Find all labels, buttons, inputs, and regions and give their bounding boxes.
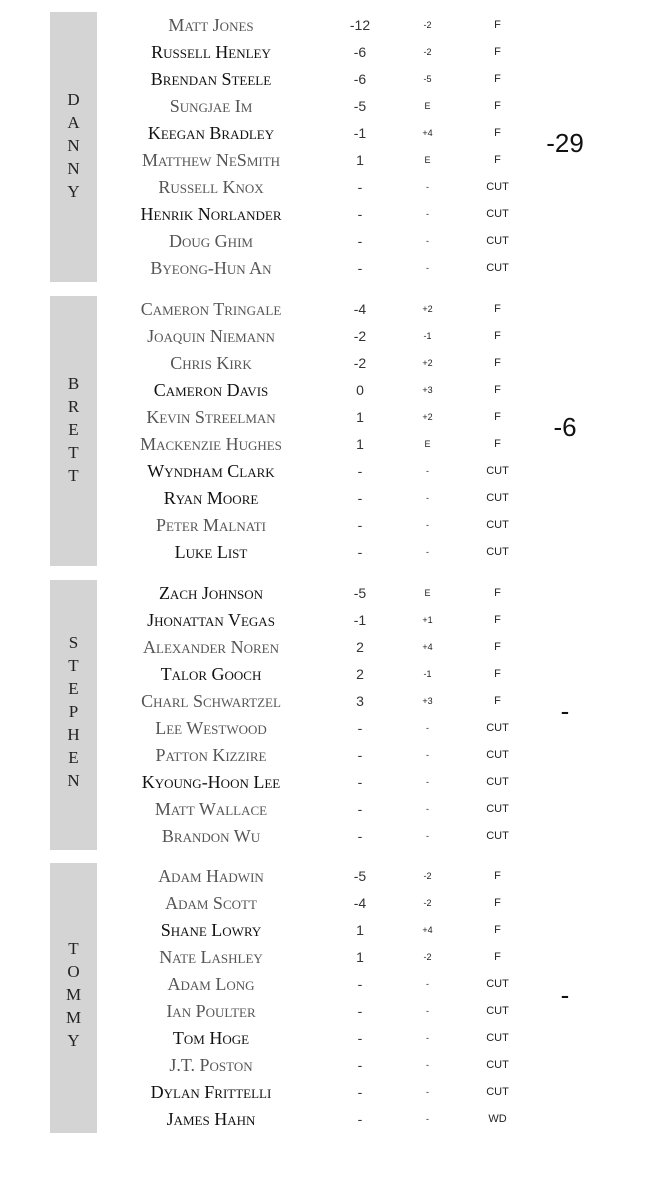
player-status: F bbox=[494, 641, 501, 653]
player-row bbox=[0, 323, 645, 350]
player-name: Matthew NeSmith bbox=[141, 150, 281, 170]
player-status: F bbox=[494, 303, 501, 315]
player-row bbox=[0, 377, 645, 404]
player-status: F bbox=[494, 438, 501, 450]
player-name: Russell Knox bbox=[158, 177, 264, 197]
team-name-letter: E bbox=[68, 679, 79, 698]
player-score: 0 bbox=[356, 382, 364, 398]
player-row bbox=[0, 296, 645, 323]
player-score: -12 bbox=[349, 17, 371, 33]
team-name-letter: Y bbox=[67, 182, 80, 201]
player-today: - bbox=[426, 1033, 429, 1043]
player-row bbox=[0, 971, 645, 998]
player-today: +1 bbox=[422, 615, 433, 625]
team-section-stephen bbox=[0, 580, 645, 850]
player-name: Ryan Moore bbox=[163, 488, 259, 508]
player-name: Doug Ghim bbox=[169, 231, 253, 251]
player-name: Adam Scott bbox=[165, 893, 257, 913]
player-status: CUT bbox=[486, 776, 509, 788]
player-name: Cameron Davis bbox=[153, 380, 269, 400]
player-row bbox=[0, 539, 645, 566]
player-score: 2 bbox=[356, 666, 364, 682]
player-status: F bbox=[494, 100, 501, 112]
player-score: - bbox=[357, 490, 363, 506]
player-row bbox=[0, 201, 645, 228]
team-name-letter: A bbox=[67, 113, 80, 132]
player-row bbox=[0, 823, 645, 850]
player-name: Brandon Wu bbox=[161, 826, 261, 846]
player-status: F bbox=[494, 897, 501, 909]
player-today: +4 bbox=[422, 925, 433, 935]
player-score: -2 bbox=[353, 355, 367, 371]
player-name: Jhonattan Vegas bbox=[147, 610, 275, 630]
player-today: +2 bbox=[422, 412, 433, 422]
team-name-letter: T bbox=[68, 466, 79, 485]
team-name-letter: E bbox=[68, 420, 79, 439]
player-today: +3 bbox=[422, 385, 433, 395]
player-status: CUT bbox=[486, 749, 509, 761]
player-score: - bbox=[357, 976, 363, 992]
player-today: - bbox=[426, 466, 429, 476]
player-score: - bbox=[357, 517, 363, 533]
player-status: F bbox=[494, 924, 501, 936]
player-score: - bbox=[357, 233, 363, 249]
player-score: 1 bbox=[356, 409, 364, 425]
player-name: Alexander Noren bbox=[143, 637, 279, 657]
player-status: F bbox=[494, 330, 501, 342]
player-row bbox=[0, 998, 645, 1025]
player-name: Matt Jones bbox=[168, 15, 254, 35]
player-name: Tom Hoge bbox=[172, 1028, 250, 1048]
player-today: -1 bbox=[423, 331, 432, 341]
player-today: +2 bbox=[422, 358, 433, 368]
player-today: -2 bbox=[423, 47, 432, 57]
player-today: - bbox=[426, 209, 429, 219]
player-score: - bbox=[357, 1111, 363, 1127]
player-row bbox=[0, 174, 645, 201]
player-name: Kyoung-Hoon Lee bbox=[141, 772, 281, 792]
player-status: CUT bbox=[486, 235, 509, 247]
player-today: +4 bbox=[422, 642, 433, 652]
player-status: F bbox=[494, 154, 501, 166]
player-score: 1 bbox=[356, 949, 364, 965]
player-status: WD bbox=[488, 1113, 507, 1125]
player-row bbox=[0, 917, 645, 944]
player-name: Henrik Norlander bbox=[140, 204, 282, 224]
player-status: CUT bbox=[486, 465, 509, 477]
player-score: - bbox=[357, 774, 363, 790]
player-today: - bbox=[426, 1006, 429, 1016]
player-score: -5 bbox=[353, 585, 367, 601]
player-today: - bbox=[426, 493, 429, 503]
player-score: 2 bbox=[356, 639, 364, 655]
player-status: F bbox=[494, 384, 501, 396]
player-today: +4 bbox=[422, 128, 433, 138]
player-name: Peter Malnati bbox=[156, 515, 266, 535]
player-status: F bbox=[494, 668, 501, 680]
player-name: Dylan Frittelli bbox=[150, 1082, 272, 1102]
player-status: CUT bbox=[486, 492, 509, 504]
player-row bbox=[0, 512, 645, 539]
team-name-letter: S bbox=[68, 633, 79, 652]
player-today: -2 bbox=[423, 952, 432, 962]
player-status: CUT bbox=[486, 519, 509, 531]
player-row bbox=[0, 147, 645, 174]
player-today: E bbox=[424, 101, 431, 111]
player-score: - bbox=[357, 801, 363, 817]
player-score: - bbox=[357, 720, 363, 736]
player-status: CUT bbox=[486, 1032, 509, 1044]
player-status: CUT bbox=[486, 830, 509, 842]
player-row bbox=[0, 769, 645, 796]
player-row bbox=[0, 1025, 645, 1052]
player-score: -2 bbox=[353, 328, 367, 344]
player-today: +3 bbox=[422, 696, 433, 706]
player-status: F bbox=[494, 951, 501, 963]
team-name-letter: P bbox=[68, 702, 79, 721]
player-row bbox=[0, 39, 645, 66]
player-row bbox=[0, 715, 645, 742]
player-row bbox=[0, 350, 645, 377]
player-name: Nate Lashley bbox=[159, 947, 263, 967]
player-row bbox=[0, 944, 645, 971]
player-today: - bbox=[426, 263, 429, 273]
player-status: F bbox=[494, 357, 501, 369]
player-score: - bbox=[357, 544, 363, 560]
player-row bbox=[0, 661, 645, 688]
player-today: E bbox=[424, 439, 431, 449]
player-name: Brendan Steele bbox=[150, 69, 272, 89]
player-row bbox=[0, 66, 645, 93]
team-name-letter: T bbox=[68, 656, 79, 675]
player-status: CUT bbox=[486, 546, 509, 558]
player-row bbox=[0, 458, 645, 485]
player-row bbox=[0, 742, 645, 769]
player-status: F bbox=[494, 73, 501, 85]
player-today: -5 bbox=[423, 74, 432, 84]
player-score: - bbox=[357, 179, 363, 195]
player-score: - bbox=[357, 747, 363, 763]
player-score: -6 bbox=[353, 71, 367, 87]
player-today: +2 bbox=[422, 304, 433, 314]
player-name: Joaquin Niemann bbox=[147, 326, 275, 346]
player-row bbox=[0, 796, 645, 823]
player-row bbox=[0, 580, 645, 607]
player-name: Russell Henley bbox=[151, 42, 271, 62]
player-score: 1 bbox=[356, 152, 364, 168]
player-score: -1 bbox=[353, 612, 367, 628]
player-row bbox=[0, 228, 645, 255]
player-today: E bbox=[424, 155, 431, 165]
player-row bbox=[0, 688, 645, 715]
team-section-tommy bbox=[0, 863, 645, 1133]
player-name: Mackenzie Hughes bbox=[140, 434, 282, 454]
player-status: F bbox=[494, 46, 501, 58]
player-status: CUT bbox=[486, 181, 509, 193]
player-name: Talor Gooch bbox=[160, 664, 262, 684]
player-name: Patton Kizzire bbox=[155, 745, 267, 765]
team-total: -6 bbox=[553, 412, 577, 442]
team-name-letter: N bbox=[67, 159, 80, 178]
player-status: CUT bbox=[486, 978, 509, 990]
player-status: CUT bbox=[486, 722, 509, 734]
player-status: CUT bbox=[486, 1086, 509, 1098]
team-section-danny bbox=[0, 12, 645, 282]
player-status: CUT bbox=[486, 262, 509, 274]
player-score: - bbox=[357, 1084, 363, 1100]
player-today: - bbox=[426, 777, 429, 787]
player-status: F bbox=[494, 587, 501, 599]
player-today: - bbox=[426, 547, 429, 557]
team-name-letter: T bbox=[68, 939, 79, 958]
player-row bbox=[0, 255, 645, 282]
player-row bbox=[0, 1079, 645, 1106]
player-score: - bbox=[357, 1030, 363, 1046]
player-score: - bbox=[357, 828, 363, 844]
team-total: - bbox=[560, 696, 570, 726]
player-name: Chris Kirk bbox=[170, 353, 252, 373]
player-name: Zach Johnson bbox=[158, 583, 264, 603]
team-name-letter: N bbox=[67, 771, 80, 790]
player-score: -6 bbox=[353, 44, 367, 60]
player-row bbox=[0, 634, 645, 661]
player-name: Charl Schwartzel bbox=[141, 691, 281, 711]
player-today: -1 bbox=[423, 669, 432, 679]
player-status: CUT bbox=[486, 803, 509, 815]
player-today: - bbox=[426, 750, 429, 760]
player-today: - bbox=[426, 1087, 429, 1097]
player-score: - bbox=[357, 206, 363, 222]
player-score: - bbox=[357, 1057, 363, 1073]
player-row bbox=[0, 120, 645, 147]
player-status: F bbox=[494, 411, 501, 423]
player-name: Luke List bbox=[174, 542, 248, 562]
team-total: -29 bbox=[546, 128, 584, 158]
player-score: -4 bbox=[353, 895, 367, 911]
player-today: - bbox=[426, 236, 429, 246]
team-name-letter: O bbox=[67, 962, 80, 981]
player-today: - bbox=[426, 1060, 429, 1070]
team-name-letter: Y bbox=[67, 1031, 80, 1050]
player-score: -5 bbox=[353, 868, 367, 884]
player-status: F bbox=[494, 695, 501, 707]
team-name-letter: R bbox=[67, 397, 80, 416]
player-today: -2 bbox=[423, 20, 432, 30]
player-today: - bbox=[426, 723, 429, 733]
player-score: 1 bbox=[356, 922, 364, 938]
team-name-letter: M bbox=[65, 1008, 82, 1027]
player-today: - bbox=[426, 979, 429, 989]
player-today: - bbox=[426, 804, 429, 814]
player-row bbox=[0, 1106, 645, 1133]
team-name-letter: H bbox=[67, 725, 80, 744]
player-score: -1 bbox=[353, 125, 367, 141]
player-name: James Hahn bbox=[166, 1109, 256, 1129]
player-row bbox=[0, 404, 645, 431]
player-status: CUT bbox=[486, 1005, 509, 1017]
player-name: Sungjae Im bbox=[169, 96, 253, 116]
player-name: Byeong-Hun An bbox=[150, 258, 272, 278]
player-name: Kevin Streelman bbox=[146, 407, 276, 427]
player-today: - bbox=[426, 1114, 429, 1124]
player-score: 1 bbox=[356, 436, 364, 452]
player-today: -2 bbox=[423, 871, 432, 881]
player-name: Adam Hadwin bbox=[158, 866, 264, 886]
player-row bbox=[0, 1052, 645, 1079]
player-today: -2 bbox=[423, 898, 432, 908]
player-name: Lee Westwood bbox=[155, 718, 267, 738]
player-name: Adam Long bbox=[167, 974, 255, 994]
player-score: - bbox=[357, 1003, 363, 1019]
team-name-letter: N bbox=[67, 136, 80, 155]
team-name-letter: T bbox=[68, 443, 79, 462]
player-status: F bbox=[494, 19, 501, 31]
player-row bbox=[0, 12, 645, 39]
player-name: J.T. Poston bbox=[169, 1055, 253, 1075]
player-row bbox=[0, 431, 645, 458]
player-score: - bbox=[357, 463, 363, 479]
player-today: E bbox=[424, 588, 431, 598]
player-row bbox=[0, 890, 645, 917]
team-name-letter: B bbox=[67, 374, 80, 393]
player-name: Matt Wallace bbox=[154, 799, 268, 819]
player-score: - bbox=[357, 260, 363, 276]
team-name-letter: M bbox=[65, 985, 82, 1004]
player-today: - bbox=[426, 831, 429, 841]
player-row bbox=[0, 485, 645, 512]
player-status: CUT bbox=[486, 208, 509, 220]
player-row bbox=[0, 607, 645, 634]
player-name: Shane Lowry bbox=[160, 920, 262, 940]
team-name-letter: E bbox=[68, 748, 79, 767]
player-score: -4 bbox=[353, 301, 367, 317]
player-name: Cameron Tringale bbox=[140, 299, 282, 319]
team-total: - bbox=[560, 980, 570, 1010]
player-name: Wyndham Clark bbox=[147, 461, 275, 481]
player-name: Keegan Bradley bbox=[147, 123, 275, 143]
team-name-letter: D bbox=[67, 90, 80, 109]
player-name: Ian Poulter bbox=[166, 1001, 256, 1021]
player-status: F bbox=[494, 127, 501, 139]
player-status: CUT bbox=[486, 1059, 509, 1071]
player-today: - bbox=[426, 520, 429, 530]
player-row bbox=[0, 863, 645, 890]
player-score: -5 bbox=[353, 98, 367, 114]
player-row bbox=[0, 93, 645, 120]
player-today: - bbox=[426, 182, 429, 192]
player-score: 3 bbox=[356, 693, 364, 709]
team-section-brett bbox=[0, 296, 645, 566]
player-status: F bbox=[494, 870, 501, 882]
player-status: F bbox=[494, 614, 501, 626]
